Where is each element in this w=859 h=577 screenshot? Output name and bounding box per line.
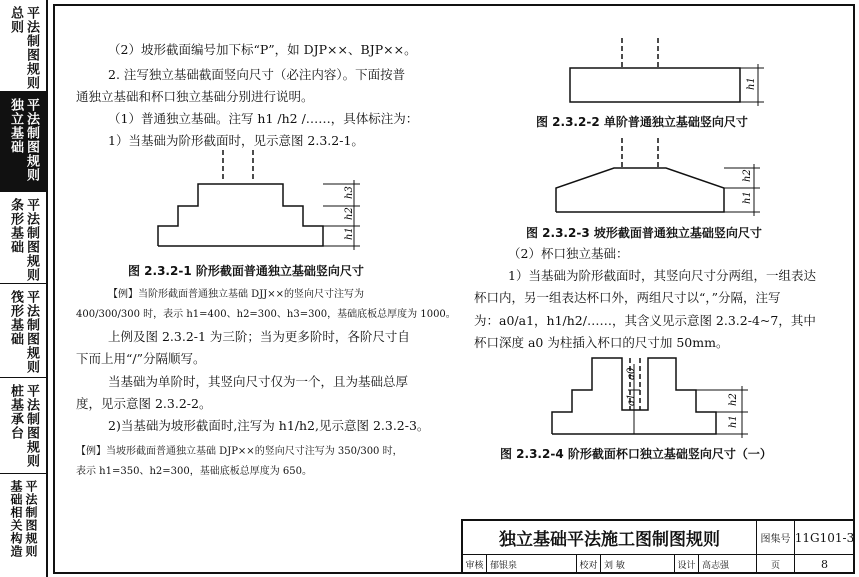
paragraph: 杯口内，另一组表达杯口外，两组尺寸以“，”分隔，注写 xyxy=(474,290,781,305)
page-number: 8 xyxy=(795,555,855,574)
tab-label: 独立基础 xyxy=(8,98,23,154)
sidebar-tab-strip-foundation[interactable] xyxy=(0,192,46,284)
reviewer-name: 郁银泉 xyxy=(487,555,577,574)
example-text: 400/300/300 时，表示 h1=400、h2=300、h3=300，基础底板总厚度为 1000。 xyxy=(76,309,456,320)
paragraph: 1）当基础为阶形截面时，其竖向尺寸分两组，一组表达 xyxy=(508,268,816,283)
dim-h1: h1 xyxy=(746,77,757,90)
dim-h3: h3 xyxy=(344,186,355,199)
figure-caption: 图 2.3.2-3 坡形截面普通独立基础竖向尺寸 xyxy=(526,226,762,240)
paragraph: （2）坡形截面编号加下标“P”，如 DJP××、BJP××。 xyxy=(108,42,417,57)
figure-caption: 图 2.3.2-4 阶形截面杯口独立基础竖向尺寸（一） xyxy=(500,447,772,461)
designer-name: 高志强 xyxy=(699,555,757,574)
paragraph: 通独立基础和杯口独立基础分别进行说明。 xyxy=(76,89,314,104)
paragraph: （1）普通独立基础。注写 h1 /h2 /……，具体标注为： xyxy=(108,111,419,126)
paragraph: （2）杯口独立基础： xyxy=(508,246,629,261)
sidebar-tab-isolated-foundation[interactable] xyxy=(0,92,46,192)
paragraph: 2. 注写独立基础截面竖向尺寸（必注内容）。下面按普 xyxy=(108,67,406,82)
review-label: 审核 xyxy=(463,555,487,574)
figure-sloped-section xyxy=(548,138,778,218)
design-label: 设计 xyxy=(675,555,699,574)
drawing-title: 独立基础平法施工图制图规则 xyxy=(463,521,757,555)
dim-a1: a1 xyxy=(626,393,637,406)
figure-stepped-section xyxy=(150,150,380,250)
example-text: 表示 h1=350、h2=300，基础底板总厚度为 650。 xyxy=(76,466,312,477)
tab-label: 桩基承台 xyxy=(8,384,23,440)
sidebar-tab-pile-cap[interactable] xyxy=(0,378,46,474)
tab-label: 平法制图规则 xyxy=(24,384,39,468)
figure-cup-foundation xyxy=(548,350,778,440)
example-text: 【例】当坡形截面普通独立基础 DJP××的竖向尺寸注写为 350/300 时， xyxy=(76,446,403,457)
figure-caption: 图 2.3.2-2 单阶普通独立基础竖向尺寸 xyxy=(536,115,748,129)
tab-label: 平法制图规则 xyxy=(24,290,39,374)
dim-h2: h2 xyxy=(728,393,739,406)
paragraph: 为：a0/a1，h1/h2/……，其含义见示意图 2.3.2-4~7，其中 xyxy=(474,313,816,328)
tab-label: 总则 xyxy=(8,6,23,34)
figure-caption: 图 2.3.2-1 阶形截面普通独立基础竖向尺寸 xyxy=(128,264,364,278)
tab-label: 平法制图规则 xyxy=(24,198,39,282)
sidebar-tab-general[interactable] xyxy=(0,0,46,92)
title-block xyxy=(461,519,855,574)
tab-label: 条形基础 xyxy=(8,198,23,254)
paragraph: 下而上用“/”分隔顺写。 xyxy=(76,351,206,366)
dim-h1: h1 xyxy=(728,415,739,428)
paragraph: 2)当基础为坡形截面时,注写为 h1/h2,见示意图 2.3.2-3。 xyxy=(108,418,430,433)
sidebar xyxy=(0,0,48,577)
page-label: 页 xyxy=(757,555,795,574)
figure-single-step xyxy=(550,38,780,108)
dim-h1: h1 xyxy=(344,227,355,240)
checker-name: 刘 敏 xyxy=(601,555,675,574)
dim-h2: h2 xyxy=(344,207,355,220)
tab-label: 平法制图规则 xyxy=(24,6,39,90)
tab-label: 平法制图规则 xyxy=(24,98,39,182)
paragraph: 上例及图 2.3.2-1 为三阶；当为更多阶时，各阶尺寸自 xyxy=(108,329,410,344)
atlas-label: 图集号 xyxy=(757,521,795,555)
example-text: 【例】当阶形截面普通独立基础 DJJ××的竖向尺寸注写为 xyxy=(108,289,364,300)
check-label: 校对 xyxy=(577,555,601,574)
dim-h1: h1 xyxy=(742,191,753,204)
atlas-number: 11G101-3 xyxy=(795,521,855,555)
paragraph: 1）当基础为阶形截面时，见示意图 2.3.2-1。 xyxy=(108,133,364,148)
tab-label: 基础相关构造 xyxy=(9,480,23,558)
dim-h2: h2 xyxy=(742,169,753,182)
tab-label: 筏形基础 xyxy=(8,290,23,346)
paragraph: 当基础为单阶时，其竖向尺寸仅为一个，且为基础总厚 xyxy=(108,374,409,389)
dim-a0: a0 xyxy=(626,367,637,380)
sidebar-tab-raft-foundation[interactable] xyxy=(0,284,46,378)
paragraph: 杯口深度 a0 为柱插入杯口的尺寸加 50mm。 xyxy=(474,335,729,350)
sidebar-tab-related-construction[interactable] xyxy=(0,474,46,577)
tab-label: 平法制图规则 xyxy=(24,480,38,558)
paragraph: 度，见示意图 2.3.2-2。 xyxy=(76,396,212,411)
